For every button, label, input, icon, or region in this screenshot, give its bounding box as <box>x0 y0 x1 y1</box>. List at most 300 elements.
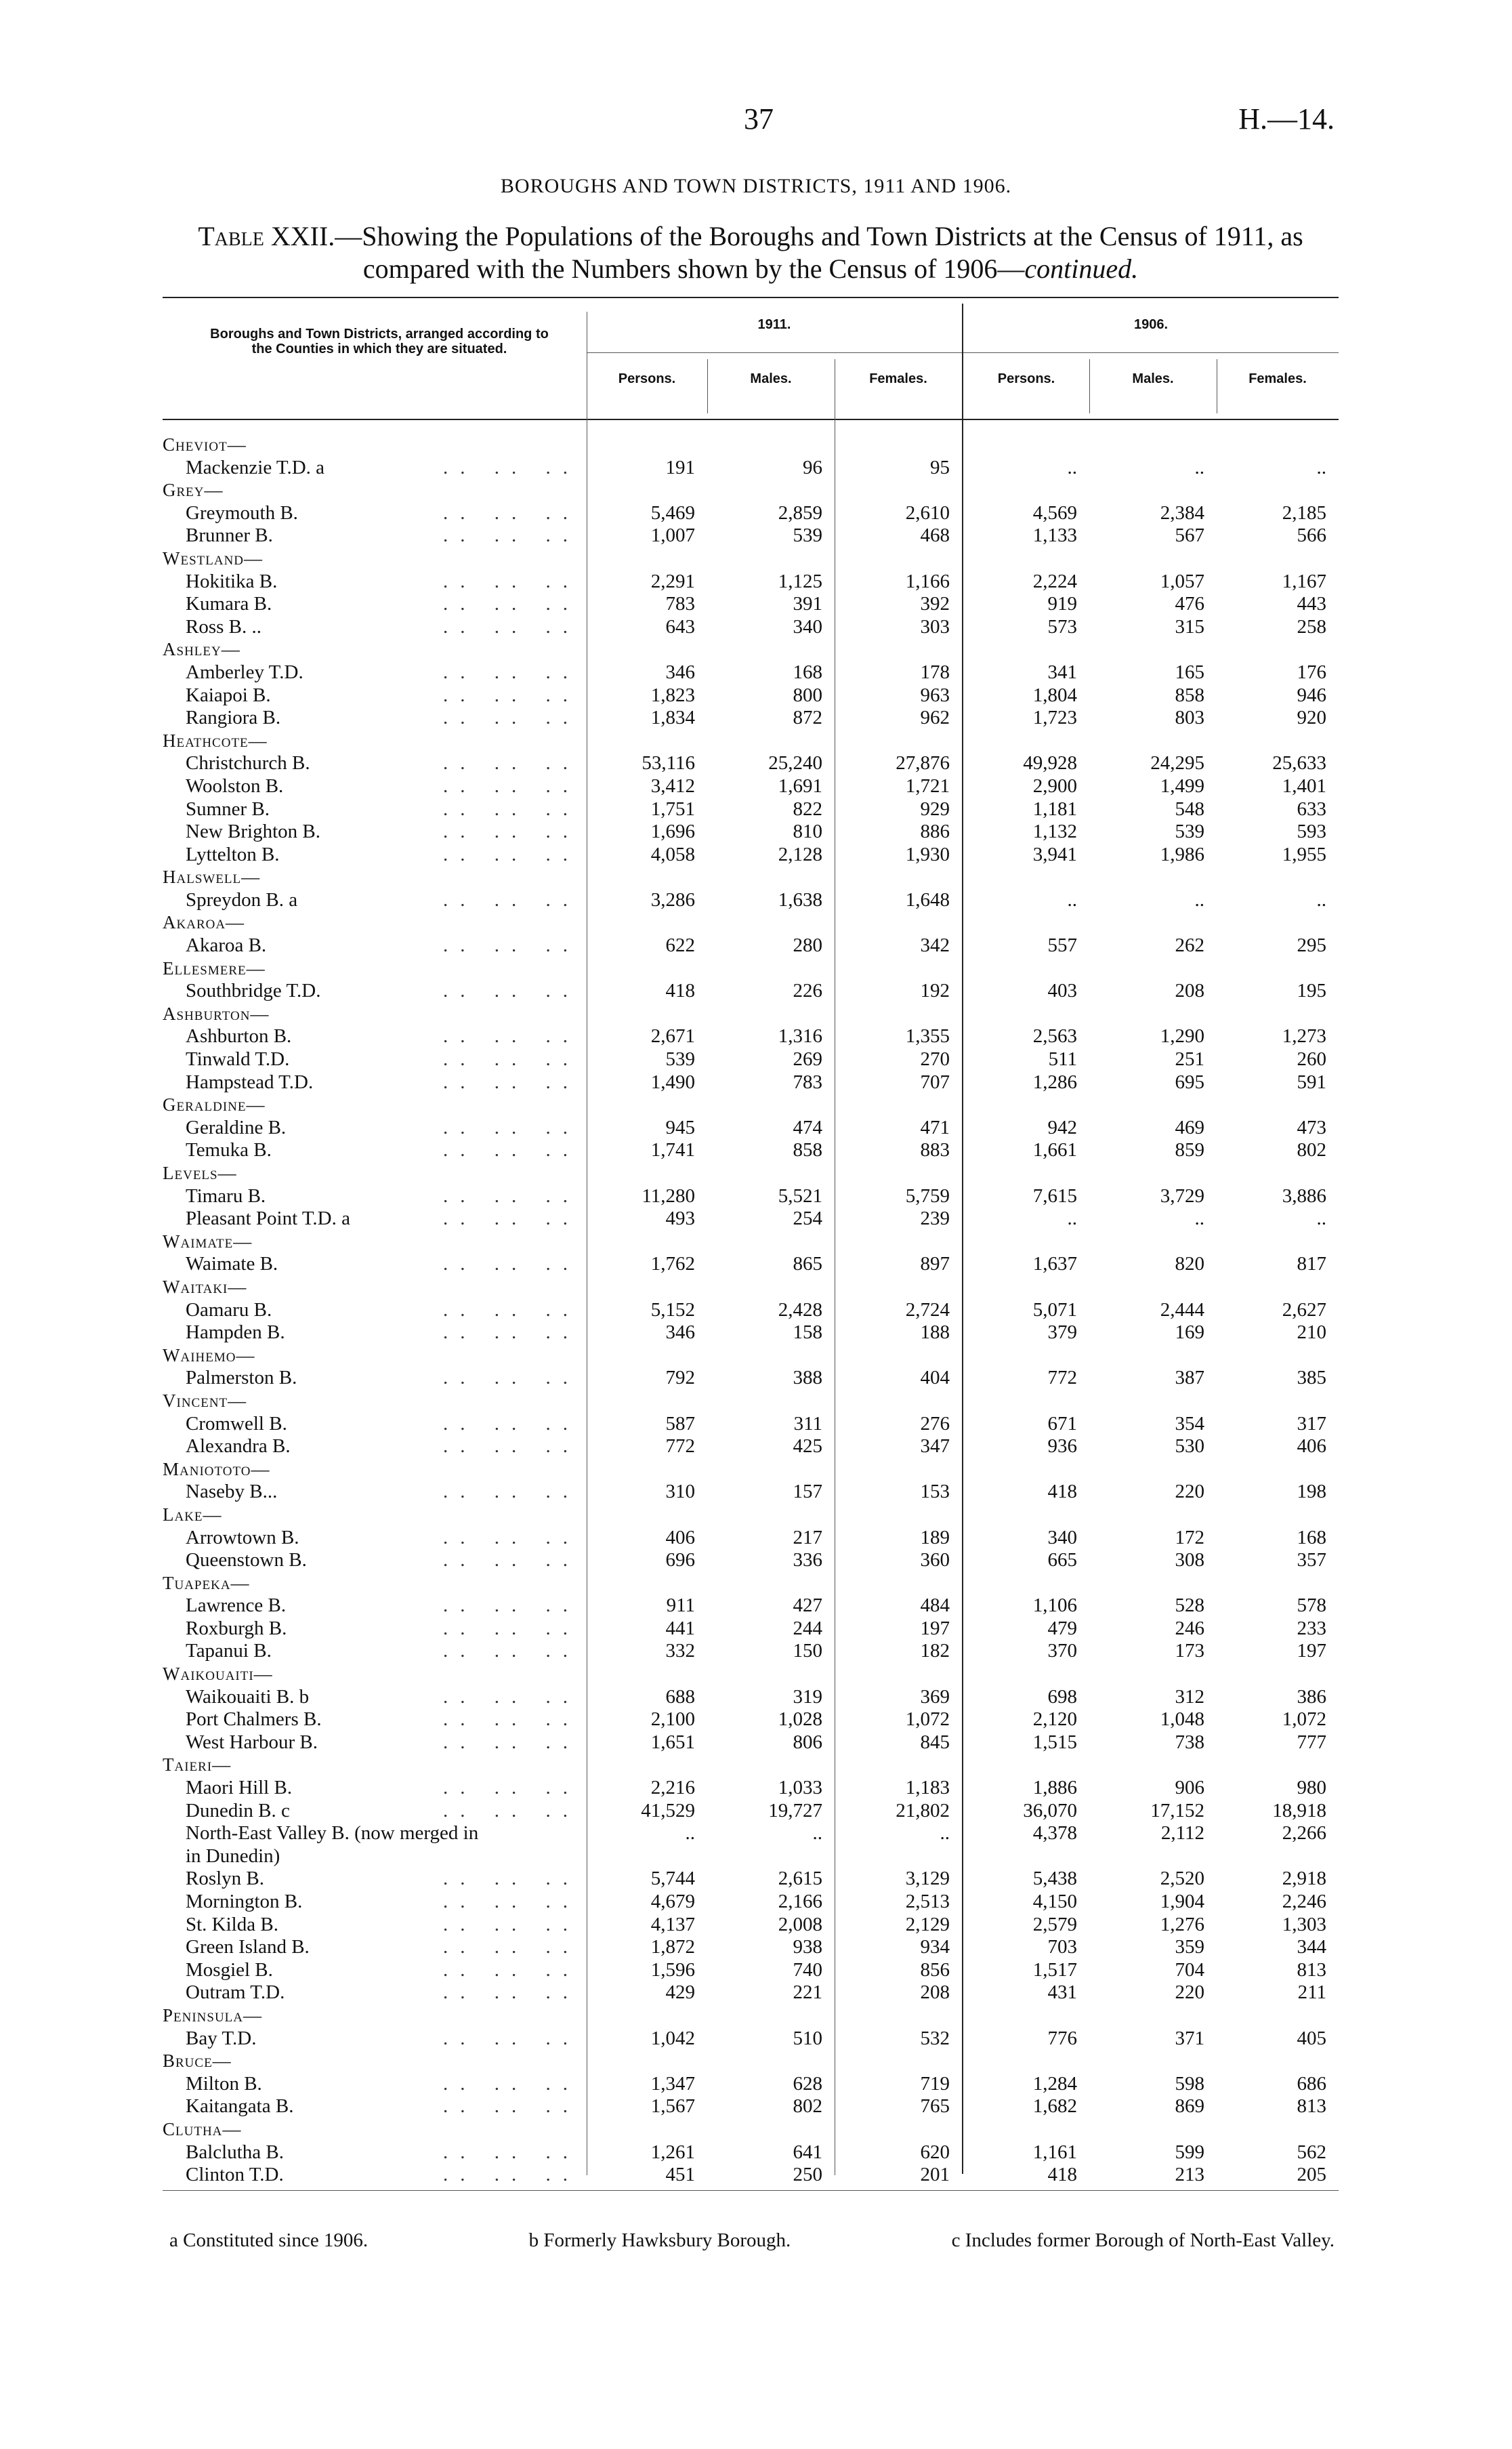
value-cell <box>1217 479 1339 502</box>
value-cell: 1,696 <box>650 821 695 843</box>
value-cell: 776 <box>1047 2027 1077 2049</box>
value-cell: 153 <box>920 1481 950 1503</box>
value-cell: 191 <box>665 456 695 478</box>
value-cell <box>835 958 962 981</box>
value-cell: 792 <box>665 1367 695 1389</box>
value-cell: 783 <box>793 1071 822 1093</box>
leader-dots: .. .. .. <box>443 752 580 775</box>
leader-dots: .. .. .. <box>443 775 580 797</box>
value-cell: 53,116 <box>642 752 695 775</box>
value-cell: 1,106 <box>1032 1594 1077 1617</box>
value-cell: 5,521 <box>778 1185 822 1207</box>
district-label: Akaroa— <box>163 912 249 932</box>
value-cell: .. <box>940 1822 950 1845</box>
county-name <box>163 1572 587 1595</box>
table-row <box>163 1891 1339 1914</box>
value-cell: 1,661 <box>1032 1139 1077 1161</box>
value-cell <box>835 1094 962 1117</box>
value-cell: .. <box>1194 888 1204 911</box>
district-label: Levels— <box>163 1163 241 1183</box>
value-cell: 3,886 <box>1282 1185 1326 1207</box>
leader-dots: .. .. .. <box>443 2164 580 2186</box>
district-name <box>163 1594 587 1618</box>
value-cell: .. <box>1316 888 1326 911</box>
district-name <box>163 1117 587 1140</box>
table-row <box>163 821 1339 844</box>
value-cell <box>587 2118 707 2141</box>
value-cell: 469 <box>1175 1116 1204 1138</box>
value-cell: 254 <box>793 1208 822 1230</box>
leader-dots: .. .. .. <box>443 1731 580 1753</box>
value-cell <box>1089 730 1217 753</box>
value-cell: .. <box>1067 888 1077 911</box>
value-cell: 1,515 <box>1032 1731 1077 1753</box>
district-label: Taieri— <box>163 1754 235 1775</box>
value-cell <box>962 638 1089 661</box>
value-cell <box>835 1572 962 1595</box>
value-cell <box>1089 1276 1217 1299</box>
value-cell <box>962 1458 1089 1481</box>
county-row <box>163 479 1339 502</box>
value-cell <box>1089 2004 1217 2028</box>
value-cell <box>1089 1504 1217 1527</box>
value-cell: 2,128 <box>778 843 822 865</box>
district-label: Queenstown B. <box>186 1549 311 1571</box>
district-name <box>163 1914 587 1937</box>
value-cell: 962 <box>920 707 950 729</box>
district-label: Mosgiel B. <box>186 1959 277 1981</box>
county-row <box>163 548 1339 571</box>
value-cell <box>1217 638 1339 661</box>
value-cell: 176 <box>1297 661 1326 683</box>
document-reference: H.—14. <box>1238 102 1335 136</box>
value-cell: 341 <box>1047 661 1077 683</box>
value-cell <box>707 866 835 889</box>
value-cell: 25,240 <box>768 752 822 775</box>
district-label: Palmerston B. <box>186 1367 301 1388</box>
district-label: Ross B. .. <box>186 616 266 638</box>
district-label: Tapanui B. <box>186 1640 276 1662</box>
value-cell <box>707 1845 835 1868</box>
value-cell: 1,721 <box>905 775 950 797</box>
value-cell: 2,246 <box>1282 1891 1326 1912</box>
value-cell <box>1089 1344 1217 1367</box>
value-cell: 2,563 <box>1032 1025 1077 1048</box>
value-cell: 696 <box>665 1549 695 1571</box>
value-cell: 21,802 <box>896 1799 950 1822</box>
leader-dots: .. .. .. <box>443 2072 580 2095</box>
district-name <box>163 1936 587 1959</box>
district-label: Brunner B. <box>186 524 277 546</box>
value-cell: 1,804 <box>1032 684 1077 706</box>
value-cell: 802 <box>1297 1139 1326 1161</box>
value-cell: 1,930 <box>905 843 950 865</box>
value-cell: 1,276 <box>1160 1913 1204 1935</box>
leader-dots: .. .. .. <box>443 684 580 706</box>
value-cell: 703 <box>1047 1936 1077 1958</box>
county-name <box>163 1458 587 1481</box>
district-label: Balclutha B. <box>186 2141 288 2163</box>
value-cell: 49,928 <box>1023 752 1077 775</box>
district-label: Sumner B. <box>186 798 274 820</box>
value-cell <box>835 1344 962 1367</box>
value-cell: 403 <box>1047 980 1077 1002</box>
year-1911-header: 1911. <box>757 317 791 332</box>
footnote-b: b Formerly Hawksbury Borough. <box>528 2229 791 2251</box>
district-name <box>163 1640 587 1663</box>
value-cell: 354 <box>1175 1412 1204 1435</box>
value-cell: 1,132 <box>1032 821 1077 843</box>
leader-dots: .. .. .. <box>443 1071 580 1093</box>
value-cell: 1,401 <box>1282 775 1326 797</box>
value-cell: 704 <box>1175 1958 1204 1981</box>
county-row <box>163 958 1339 981</box>
value-cell <box>707 434 835 457</box>
value-cell: 157 <box>793 1481 822 1503</box>
value-cell <box>1217 548 1339 571</box>
value-cell: 1,072 <box>1282 1708 1326 1731</box>
value-cell: 340 <box>1047 1526 1077 1548</box>
value-cell <box>707 1162 835 1185</box>
value-cell: 938 <box>793 1936 822 1958</box>
district-label: Westland— <box>163 548 267 569</box>
value-cell: 150 <box>793 1640 822 1662</box>
value-cell: 2,900 <box>1032 775 1077 797</box>
value-cell <box>1217 1162 1339 1185</box>
leader-dots: .. .. .. <box>443 524 580 547</box>
table-row <box>163 1208 1339 1231</box>
district-label: Green Island B. <box>186 1936 314 1958</box>
district-name <box>163 1686 587 1709</box>
value-cell <box>587 866 707 889</box>
value-cell <box>707 1231 835 1254</box>
value-cell: 3,729 <box>1160 1185 1204 1207</box>
value-cell <box>835 1458 962 1481</box>
value-cell: 2,627 <box>1282 1298 1326 1321</box>
value-cell: 620 <box>920 2141 950 2163</box>
county-row <box>163 2050 1339 2073</box>
value-cell: 511 <box>1048 1048 1077 1071</box>
value-cell <box>1217 730 1339 753</box>
district-name <box>163 1299 587 1322</box>
value-cell <box>587 479 707 502</box>
district-label: Maniototo— <box>163 1459 274 1479</box>
leader-dots: .. .. .. <box>443 1481 580 1503</box>
value-cell <box>1089 866 1217 889</box>
value-cell <box>1217 434 1339 457</box>
value-cell: 24,295 <box>1150 752 1204 775</box>
leader-dots: .. .. .. <box>443 2027 580 2049</box>
value-cell: 303 <box>920 615 950 638</box>
table-row <box>163 1299 1339 1322</box>
value-cell: 317 <box>1297 1412 1326 1435</box>
value-cell: 95 <box>930 456 950 478</box>
value-cell: 379 <box>1047 1321 1077 1344</box>
county-row <box>163 2118 1339 2141</box>
table-row <box>163 752 1339 775</box>
value-cell <box>587 1003 707 1026</box>
leader-dots: .. .. .. <box>443 1321 580 1344</box>
value-cell: 698 <box>1047 1685 1077 1708</box>
leader-dots: .. .. .. <box>443 707 580 729</box>
leader-dots: .. .. .. <box>443 1777 580 1799</box>
value-cell: 1,904 <box>1160 1891 1204 1912</box>
value-cell: 641 <box>793 2141 822 2163</box>
value-cell: 963 <box>920 684 950 706</box>
value-cell: .. <box>1067 1208 1077 1230</box>
table-row <box>163 1981 1339 2004</box>
leader-dots: .. .. .. <box>443 1025 580 1048</box>
district-label: Cromwell B. <box>186 1413 291 1435</box>
leader-dots: .. .. .. <box>443 1139 580 1161</box>
table-row <box>163 1549 1339 1572</box>
county-row <box>163 638 1339 661</box>
value-cell <box>962 1663 1089 1686</box>
value-cell: 1,181 <box>1032 798 1077 820</box>
table-row <box>163 661 1339 684</box>
table-row <box>163 1959 1339 1982</box>
district-label: Kaiapoi B. <box>186 684 275 706</box>
district-label: Maori Hill B. <box>186 1777 296 1798</box>
county-row <box>163 1231 1339 1254</box>
value-cell: 210 <box>1297 1321 1326 1344</box>
district-name <box>163 1139 587 1162</box>
header-persons-1906: Persons. <box>997 371 1055 386</box>
value-cell: 1,303 <box>1282 1913 1326 1935</box>
value-cell <box>962 1231 1089 1254</box>
value-cell: 168 <box>793 661 822 683</box>
value-cell <box>1217 1231 1339 1254</box>
value-cell: 1,284 <box>1032 2072 1077 2095</box>
header-females-1911: Females. <box>869 371 927 386</box>
value-cell: 182 <box>920 1640 950 1662</box>
district-label: Amberley T.D. <box>186 661 308 683</box>
value-cell: 493 <box>665 1208 695 1230</box>
table-row <box>163 1139 1339 1162</box>
value-cell <box>1089 1572 1217 1595</box>
table-label: Table XXII. <box>198 221 335 251</box>
district-label: Grey— <box>163 480 228 500</box>
county-name <box>163 479 587 502</box>
district-name <box>163 1435 587 1458</box>
value-cell: 250 <box>793 2164 822 2186</box>
district-label: Spreydon B. a <box>186 889 301 911</box>
district-name <box>163 2073 587 2096</box>
district-name <box>163 1321 587 1344</box>
table-row <box>163 1686 1339 1709</box>
value-cell: 280 <box>793 934 822 957</box>
district-label: Lawrence B. <box>186 1594 290 1616</box>
value-cell: 883 <box>920 1139 950 1161</box>
value-cell: 802 <box>793 2095 822 2118</box>
leader-dots: .. .. .. <box>443 1640 580 1662</box>
value-cell <box>835 434 962 457</box>
county-name <box>163 1344 587 1367</box>
table-row <box>163 1117 1339 1140</box>
value-cell: 510 <box>793 2027 822 2049</box>
table-row <box>163 844 1339 867</box>
district-label: Ellesmere— <box>163 958 270 979</box>
county-row <box>163 434 1339 457</box>
header-females-1906: Females. <box>1248 371 1307 386</box>
value-cell: 319 <box>793 1685 822 1708</box>
value-cell: 2,859 <box>778 501 822 524</box>
county-name <box>163 2004 587 2028</box>
district-label: Southbridge T.D. <box>186 980 325 1002</box>
table-row <box>163 502 1339 525</box>
value-cell: 391 <box>793 593 822 615</box>
district-name <box>163 571 587 594</box>
header-males-1911: Males. <box>750 371 792 386</box>
value-cell: 220 <box>1175 1981 1204 2004</box>
value-cell <box>835 1390 962 1413</box>
county-row <box>163 2004 1339 2028</box>
value-cell <box>587 1390 707 1413</box>
county-name <box>163 1504 587 1527</box>
county-row <box>163 1276 1339 1299</box>
page-heading: BOROUGHS AND TOWN DISTRICTS, 1911 AND 1906. <box>500 175 1012 197</box>
value-cell: 2,724 <box>905 1298 950 1321</box>
county-name <box>163 2050 587 2073</box>
district-name <box>163 524 587 548</box>
year-1906-header: 1906. <box>1133 317 1169 332</box>
value-cell: 1,166 <box>905 570 950 592</box>
table-row <box>163 1640 1339 1663</box>
value-cell: 539 <box>665 1048 695 1071</box>
value-cell: 387 <box>1175 1367 1204 1389</box>
district-label: Ashburton B. <box>186 1025 295 1047</box>
table-row <box>163 2095 1339 2118</box>
table-row <box>163 1481 1339 1504</box>
value-cell: .. <box>812 1822 822 1845</box>
value-cell <box>962 1276 1089 1299</box>
value-cell <box>587 730 707 753</box>
value-cell <box>587 1276 707 1299</box>
value-cell: 810 <box>793 821 822 843</box>
value-cell: 406 <box>665 1526 695 1548</box>
value-cell: 173 <box>1175 1640 1204 1662</box>
value-cell: 310 <box>665 1481 695 1503</box>
value-cell: 1,648 <box>905 888 950 911</box>
district-label: Waihemo— <box>163 1345 259 1365</box>
value-cell: 315 <box>1175 615 1204 638</box>
table-row <box>163 1800 1339 1823</box>
value-cell: 820 <box>1175 1253 1204 1275</box>
value-cell <box>1217 866 1339 889</box>
district-name <box>163 1025 587 1048</box>
leader-dots: .. .. .. <box>443 1913 580 1935</box>
district-name <box>163 821 587 844</box>
value-cell: 5,744 <box>650 1868 695 1890</box>
value-cell <box>962 1162 1089 1185</box>
value-cell <box>587 1754 707 1777</box>
value-cell: 934 <box>920 1936 950 1958</box>
value-cell <box>962 2118 1089 2141</box>
value-cell: 845 <box>920 1731 950 1753</box>
value-cell: 233 <box>1297 1617 1326 1639</box>
district-label: West Harbour B. <box>186 1731 322 1753</box>
value-cell <box>707 2050 835 2073</box>
county-name <box>163 958 587 981</box>
value-cell <box>962 548 1089 571</box>
district-name <box>163 2141 587 2164</box>
district-name <box>163 1777 587 1800</box>
value-cell: 1,637 <box>1032 1253 1077 1275</box>
value-cell: 1,048 <box>1160 1708 1204 1731</box>
value-cell <box>962 1754 1089 1777</box>
value-cell: 25,633 <box>1272 752 1326 775</box>
value-cell <box>707 1344 835 1367</box>
value-cell: 2,610 <box>905 501 950 524</box>
value-cell: 2,291 <box>650 570 695 592</box>
table-row <box>163 1367 1339 1390</box>
value-cell <box>962 434 1089 457</box>
value-cell: 1,355 <box>905 1025 950 1048</box>
value-cell: 11,280 <box>642 1185 695 1207</box>
value-cell <box>1217 1458 1339 1481</box>
district-label: Tinwald T.D. <box>186 1048 293 1070</box>
value-cell: 813 <box>1297 1958 1326 1981</box>
value-cell: 2,224 <box>1032 570 1077 592</box>
value-cell <box>962 1094 1089 1117</box>
district-name <box>163 1367 587 1390</box>
value-cell: 772 <box>1047 1367 1077 1389</box>
value-cell <box>1217 1094 1339 1117</box>
value-cell: 539 <box>793 524 822 547</box>
district-label: Waimate B. <box>186 1253 282 1275</box>
district-name <box>163 2028 587 2051</box>
district-label: Naseby B... <box>186 1481 281 1502</box>
district-name <box>163 1048 587 1071</box>
value-cell: 1,762 <box>650 1253 695 1275</box>
leader-dots: .. .. .. <box>443 615 580 638</box>
value-cell: 945 <box>665 1116 695 1138</box>
value-cell: 418 <box>665 980 695 1002</box>
value-cell <box>1089 911 1217 934</box>
value-cell: 211 <box>1297 1981 1326 2004</box>
leader-dots: .. .. .. <box>443 1298 580 1321</box>
district-name <box>163 1527 587 1550</box>
county-name <box>163 434 587 457</box>
value-cell <box>1217 2004 1339 2028</box>
district-label: Mackenzie T.D. a <box>186 457 329 478</box>
value-cell <box>1089 2050 1217 2073</box>
table-row <box>163 1527 1339 1550</box>
district-name <box>163 844 587 867</box>
value-cell <box>1217 1003 1339 1026</box>
district-name <box>163 1868 587 1891</box>
value-cell: 158 <box>793 1321 822 1344</box>
value-cell: 7,615 <box>1032 1185 1077 1207</box>
county-row <box>163 911 1339 934</box>
district-label: Hampden B. <box>186 1321 289 1343</box>
value-cell <box>835 1663 962 1686</box>
value-cell <box>962 958 1089 981</box>
value-cell: 217 <box>793 1526 822 1548</box>
value-cell: 777 <box>1297 1731 1326 1753</box>
value-cell: .. <box>1316 456 1326 478</box>
value-cell: 858 <box>1175 684 1204 706</box>
value-cell <box>1089 958 1217 981</box>
value-cell: 633 <box>1297 798 1326 820</box>
value-cell: 1,823 <box>650 684 695 706</box>
value-cell <box>1089 1094 1217 1117</box>
value-cell: 346 <box>665 1321 695 1344</box>
value-cell: 897 <box>920 1253 950 1275</box>
value-cell: 347 <box>920 1435 950 1458</box>
table-row <box>163 571 1339 594</box>
table-row <box>163 1435 1339 1458</box>
